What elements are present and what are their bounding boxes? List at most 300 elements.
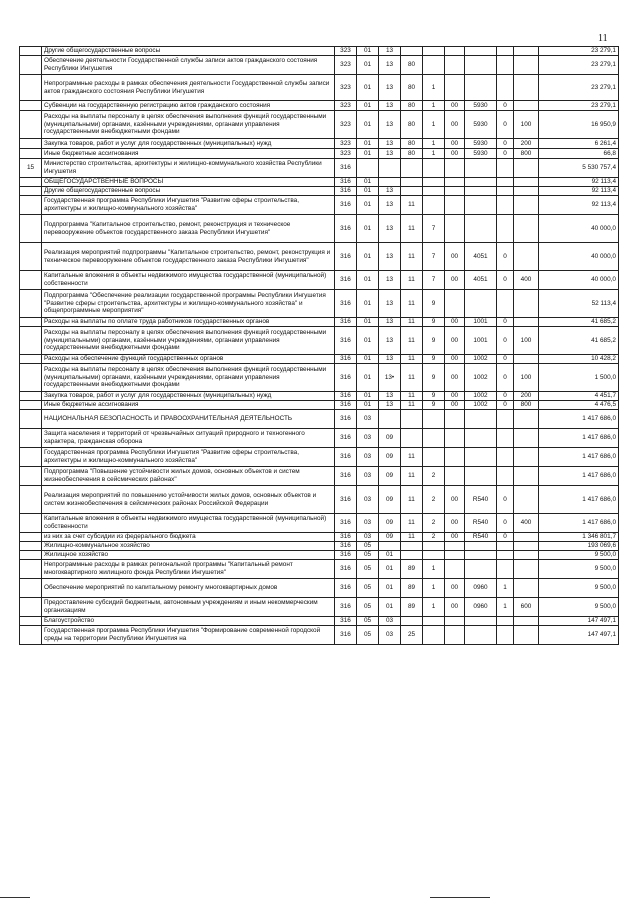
code-subsection: 13 [379,318,401,327]
code-subprogram: 7 [423,215,445,243]
code-extra [497,75,514,101]
code-expense: R540 [465,486,497,514]
code-subsection: 03 [379,626,401,645]
code-ministry: 323 [335,139,357,149]
code-subprogram: 1 [423,579,445,598]
code-program: 89 [401,560,423,579]
code-expense-type: 800 [514,149,539,159]
code-subprogram [423,196,445,215]
code-ministry: 316 [335,626,357,645]
code-extra [497,187,514,196]
code-direction [445,542,465,551]
code-ministry: 323 [335,149,357,159]
row-number [20,579,42,598]
code-extra [497,196,514,215]
row-name: Закупка товаров, работ и услуг для государственных (муниципальных) нужд [42,139,335,149]
code-expense-type [514,467,539,486]
row-number [20,243,42,271]
row-name: Капитальные вложения в объекты недвижимого имущества государственной (муниципальной) собственности [42,271,335,290]
code-direction: 00 [445,579,465,598]
code-subsection: 09 [379,467,401,486]
code-section: 03 [357,533,379,542]
code-direction [445,178,465,187]
code-program: 11 [401,215,423,243]
row-number [20,56,42,75]
code-extra: 1 [497,598,514,617]
code-subprogram: 9 [423,401,445,410]
row-number [20,410,42,429]
code-direction: 00 [445,401,465,410]
row-number [20,429,42,448]
code-extra: 0 [497,364,514,392]
code-subsection: 13 [379,187,401,196]
code-program: 11 [401,355,423,364]
code-direction: 00 [445,598,465,617]
code-expense: 5930 [465,139,497,149]
row-amount: 193 069,6 [539,542,619,551]
row-name: из них за счет субсидии из федерального бюджета [42,533,335,542]
code-extra [497,215,514,243]
row-name: Жилищно-коммунальное хозяйство [42,542,335,551]
code-section: 03 [357,514,379,533]
code-subsection [379,542,401,551]
code-expense: 0960 [465,598,497,617]
code-direction: 00 [445,318,465,327]
code-section: 03 [357,486,379,514]
code-expense-type [514,429,539,448]
code-subsection [379,159,401,178]
code-ministry: 316 [335,364,357,392]
code-subsection: 13 [379,111,401,139]
row-name: Другие общегосударственные вопросы [42,187,335,196]
code-program: 80 [401,111,423,139]
code-program: 80 [401,149,423,159]
code-ministry: 323 [335,111,357,139]
code-ministry: 316 [335,355,357,364]
code-extra: 0 [497,392,514,401]
row-number [20,364,42,392]
table-row [20,47,619,56]
row-number [20,327,42,355]
table-row [20,139,619,149]
footer-rule [0,897,30,898]
code-subprogram [423,429,445,448]
row-number [20,101,42,111]
code-expense [465,75,497,101]
code-extra: 0 [497,514,514,533]
row-amount: 6 261,4 [539,139,619,149]
code-extra [497,47,514,56]
code-direction [445,187,465,196]
code-expense-type: 100 [514,111,539,139]
row-number [20,215,42,243]
code-subsection: 01 [379,560,401,579]
code-direction [445,410,465,429]
code-direction [445,56,465,75]
code-subprogram: 1 [423,598,445,617]
row-number: 15 [20,159,42,178]
code-expense: 1002 [465,392,497,401]
row-amount: 9 500,0 [539,579,619,598]
code-expense-type [514,542,539,551]
code-expense-type: 400 [514,271,539,290]
code-expense-type [514,75,539,101]
code-subprogram [423,178,445,187]
code-section: 03 [357,467,379,486]
code-ministry: 316 [335,392,357,401]
row-amount: 1 417 686,0 [539,448,619,467]
code-expense-type: 100 [514,327,539,355]
code-expense: 5930 [465,101,497,111]
table-row [20,560,619,579]
code-program: 11 [401,467,423,486]
code-section: 01 [357,139,379,149]
code-program: 25 [401,626,423,645]
code-subprogram [423,159,445,178]
code-subsection: 01 [379,551,401,560]
code-direction [445,429,465,448]
code-subsection: 13 [379,243,401,271]
code-expense: 5930 [465,149,497,159]
row-name: ОБЩЕГОСУДАРСТВЕННЫЕ ВОПРОСЫ [42,178,335,187]
table-row [20,617,619,626]
code-extra [497,178,514,187]
code-extra [497,551,514,560]
code-section: 05 [357,626,379,645]
code-subsection: 09 [379,429,401,448]
row-name: Расходы на выплаты персоналу в целях обеспечения выполнения функций государственными (муниципальными) органами, казёнными учреждениями, органами управления государственными внебюджетными фондами [42,364,335,392]
row-amount: 40 000,0 [539,271,619,290]
row-name: Иные бюджетные ассигнования [42,401,335,410]
code-subprogram: 1 [423,111,445,139]
row-number [20,533,42,542]
row-amount: 52 113,4 [539,290,619,318]
code-subsection: 13 [379,196,401,215]
code-subprogram [423,626,445,645]
code-expense [465,542,497,551]
code-subprogram: 2 [423,514,445,533]
code-subprogram: 1 [423,149,445,159]
row-number [20,448,42,467]
code-subprogram: 9 [423,318,445,327]
code-direction: 00 [445,327,465,355]
code-direction: 00 [445,355,465,364]
code-program: 11 [401,533,423,542]
code-subsection: 09 [379,514,401,533]
code-subsection: 13 [379,392,401,401]
code-program [401,551,423,560]
code-subsection: 01 [379,579,401,598]
code-subprogram [423,551,445,560]
code-expense [465,56,497,75]
code-ministry: 316 [335,486,357,514]
code-subprogram: 9 [423,392,445,401]
code-expense: 4051 [465,271,497,290]
table-row [20,271,619,290]
code-ministry: 316 [335,467,357,486]
code-subsection: 13 [379,47,401,56]
code-expense [465,290,497,318]
code-expense: 1002 [465,401,497,410]
code-subprogram [423,47,445,56]
code-program: 11 [401,392,423,401]
code-ministry: 316 [335,159,357,178]
table-row [20,101,619,111]
code-subprogram: 2 [423,533,445,542]
code-program: 89 [401,579,423,598]
row-amount: 1 346 801,7 [539,533,619,542]
code-direction [445,467,465,486]
row-name: Министерство строительства, архитектуры и жилищно-коммунального хозяйства Республики Ингушетия [42,159,335,178]
code-program [401,47,423,56]
code-ministry: 316 [335,187,357,196]
code-expense: R540 [465,533,497,542]
code-expense-type [514,243,539,271]
code-section: 01 [357,271,379,290]
code-expense-type: 100 [514,364,539,392]
row-number [20,392,42,401]
row-amount: 9 500,0 [539,560,619,579]
table-row [20,598,619,617]
footer-rule [430,897,490,898]
code-subsection: 13• [379,364,401,392]
code-subprogram: 1 [423,139,445,149]
code-ministry: 316 [335,514,357,533]
code-section: 01 [357,187,379,196]
table-row [20,392,619,401]
code-subprogram: 7 [423,271,445,290]
code-expense-type [514,579,539,598]
code-section: 01 [357,111,379,139]
code-expense-type [514,56,539,75]
code-subsection: 13 [379,290,401,318]
code-subsection [379,410,401,429]
code-direction [445,626,465,645]
code-extra: 1 [497,579,514,598]
code-direction [445,448,465,467]
code-expense: 5930 [465,111,497,139]
code-section: 01 [357,101,379,111]
row-amount: 92 113,4 [539,178,619,187]
table-row [20,410,619,429]
code-extra [497,159,514,178]
code-extra: 0 [497,101,514,111]
code-expense-type [514,551,539,560]
row-amount: 4 451,7 [539,392,619,401]
table-row [20,243,619,271]
table-row [20,542,619,551]
row-number [20,75,42,101]
code-section: 01 [357,401,379,410]
row-number [20,139,42,149]
code-extra: 0 [497,327,514,355]
row-number [20,196,42,215]
code-subprogram: 2 [423,467,445,486]
code-ministry: 323 [335,101,357,111]
code-ministry: 316 [335,243,357,271]
code-section: 01 [357,47,379,56]
code-expense [465,467,497,486]
row-amount: 147 497,1 [539,617,619,626]
code-subsection: 13 [379,327,401,355]
code-direction: 00 [445,243,465,271]
code-extra: 0 [497,401,514,410]
table-row [20,579,619,598]
code-extra: 0 [497,243,514,271]
code-direction: 00 [445,533,465,542]
code-subsection: 13 [379,139,401,149]
row-amount: 23 279,1 [539,56,619,75]
code-direction: 00 [445,149,465,159]
row-name: Государственная программа Республики Ингушетия "Развитие сферы строительства, архитектуры и жилищно-коммунального хозяйства" [42,196,335,215]
table-row [20,626,619,645]
code-subsection: 09 [379,486,401,514]
row-amount: 1 417 686,0 [539,410,619,429]
code-expense: 0960 [465,579,497,598]
code-ministry: 316 [335,560,357,579]
table-row [20,215,619,243]
code-ministry: 323 [335,75,357,101]
code-subsection: 03 [379,617,401,626]
table-row [20,401,619,410]
row-amount: 9 500,0 [539,598,619,617]
row-number [20,598,42,617]
row-amount: 41 685,2 [539,318,619,327]
code-direction [445,47,465,56]
row-name: Непрограммные расходы в рамках обеспечения деятельности Государственной службы записи актов гражданского состояния Республики Ингушетия [42,75,335,101]
code-expense-type [514,101,539,111]
row-amount: 40 000,0 [539,215,619,243]
code-expense-type [514,318,539,327]
code-section: 05 [357,560,379,579]
row-number [20,542,42,551]
code-section: 01 [357,327,379,355]
code-subprogram: 9 [423,355,445,364]
code-section: 01 [357,75,379,101]
code-section: 01 [357,149,379,159]
row-name: Предоставление субсидий бюджетным, автономным учреждениям и иным некоммерческим организациям [42,598,335,617]
code-subsection: 13 [379,271,401,290]
code-direction [445,617,465,626]
row-number [20,318,42,327]
code-subsection: 13 [379,355,401,364]
code-extra: 0 [497,139,514,149]
code-ministry: 316 [335,448,357,467]
row-name: Подпрограмма "Повышение устойчивости жилых домов, основных объектов и систем жизнеобеспечения в сейсмических районах" [42,467,335,486]
table-row [20,290,619,318]
code-program: 80 [401,56,423,75]
row-name: Обеспечение деятельности Государственной службы записи актов гражданского состояния Республики Ингушетия [42,56,335,75]
code-ministry: 316 [335,429,357,448]
code-expense [465,410,497,429]
code-subprogram: 2 [423,486,445,514]
code-subsection: 09 [379,533,401,542]
code-ministry: 316 [335,579,357,598]
row-number [20,271,42,290]
code-subprogram [423,56,445,75]
table-row [20,327,619,355]
row-number [20,551,42,560]
code-section: 05 [357,598,379,617]
row-name: Благоустройство [42,617,335,626]
code-program: 11 [401,243,423,271]
code-program: 11 [401,327,423,355]
row-amount: 1 417 686,0 [539,486,619,514]
code-subprogram: 9 [423,290,445,318]
code-expense-type [514,196,539,215]
row-name: НАЦИОНАЛЬНАЯ БЕЗОПАСНОСТЬ И ПРАВООХРАНИТЕЛЬНАЯ ДЕЯТЕЛЬНОСТЬ [42,410,335,429]
code-expense [465,187,497,196]
code-ministry: 316 [335,196,357,215]
code-direction: 00 [445,101,465,111]
table-row [20,551,619,560]
code-section: 03 [357,429,379,448]
code-program: 11 [401,271,423,290]
code-direction: 00 [445,364,465,392]
row-amount: 41 685,2 [539,327,619,355]
code-extra [497,560,514,579]
code-expense [465,47,497,56]
code-ministry: 316 [335,178,357,187]
code-program [401,542,423,551]
code-program [401,429,423,448]
code-subsection [379,178,401,187]
code-extra: 0 [497,271,514,290]
code-expense: R540 [465,514,497,533]
code-section: 01 [357,215,379,243]
row-number [20,560,42,579]
row-number [20,111,42,139]
code-subsection: 13 [379,101,401,111]
row-name: Расходы на выплаты персоналу в целях обеспечения выполнения функций государственными (муниципальными) органами, казёнными учреждениями, органами управления государственными внебюджетными фондами [42,327,335,355]
code-subsection: 13 [379,215,401,243]
code-expense-type [514,626,539,645]
code-ministry: 323 [335,47,357,56]
code-extra [497,617,514,626]
row-amount: 1 500,0 [539,364,619,392]
row-number [20,626,42,645]
row-name: Государственная программа Республики Ингушетия "Развитие сферы строительства, архитектуры и жилищно-коммунального хозяйства" [42,448,335,467]
code-section: 01 [357,56,379,75]
table-row [20,318,619,327]
row-number [20,467,42,486]
code-section: 01 [357,392,379,401]
code-subprogram: 7 [423,243,445,271]
code-expense: 1002 [465,355,497,364]
code-extra [497,410,514,429]
code-direction: 00 [445,392,465,401]
row-name: Расходы на выплаты по оплате труда работников государственных органов [42,318,335,327]
code-subprogram [423,187,445,196]
row-name: Защита населения и территорий от чрезвычайных ситуаций природного и техногенного характера, гражданская оборона [42,429,335,448]
table-row [20,56,619,75]
code-direction: 00 [445,271,465,290]
row-amount: 23 279,1 [539,101,619,111]
code-expense-type [514,533,539,542]
code-expense-type [514,178,539,187]
row-number [20,355,42,364]
code-program: 80 [401,75,423,101]
code-subprogram: 1 [423,560,445,579]
code-subprogram: 9 [423,364,445,392]
code-program: 11 [401,401,423,410]
row-amount: 147 497,1 [539,626,619,645]
code-direction: 00 [445,514,465,533]
code-expense [465,448,497,467]
code-expense [465,178,497,187]
code-extra [497,542,514,551]
row-number [20,149,42,159]
